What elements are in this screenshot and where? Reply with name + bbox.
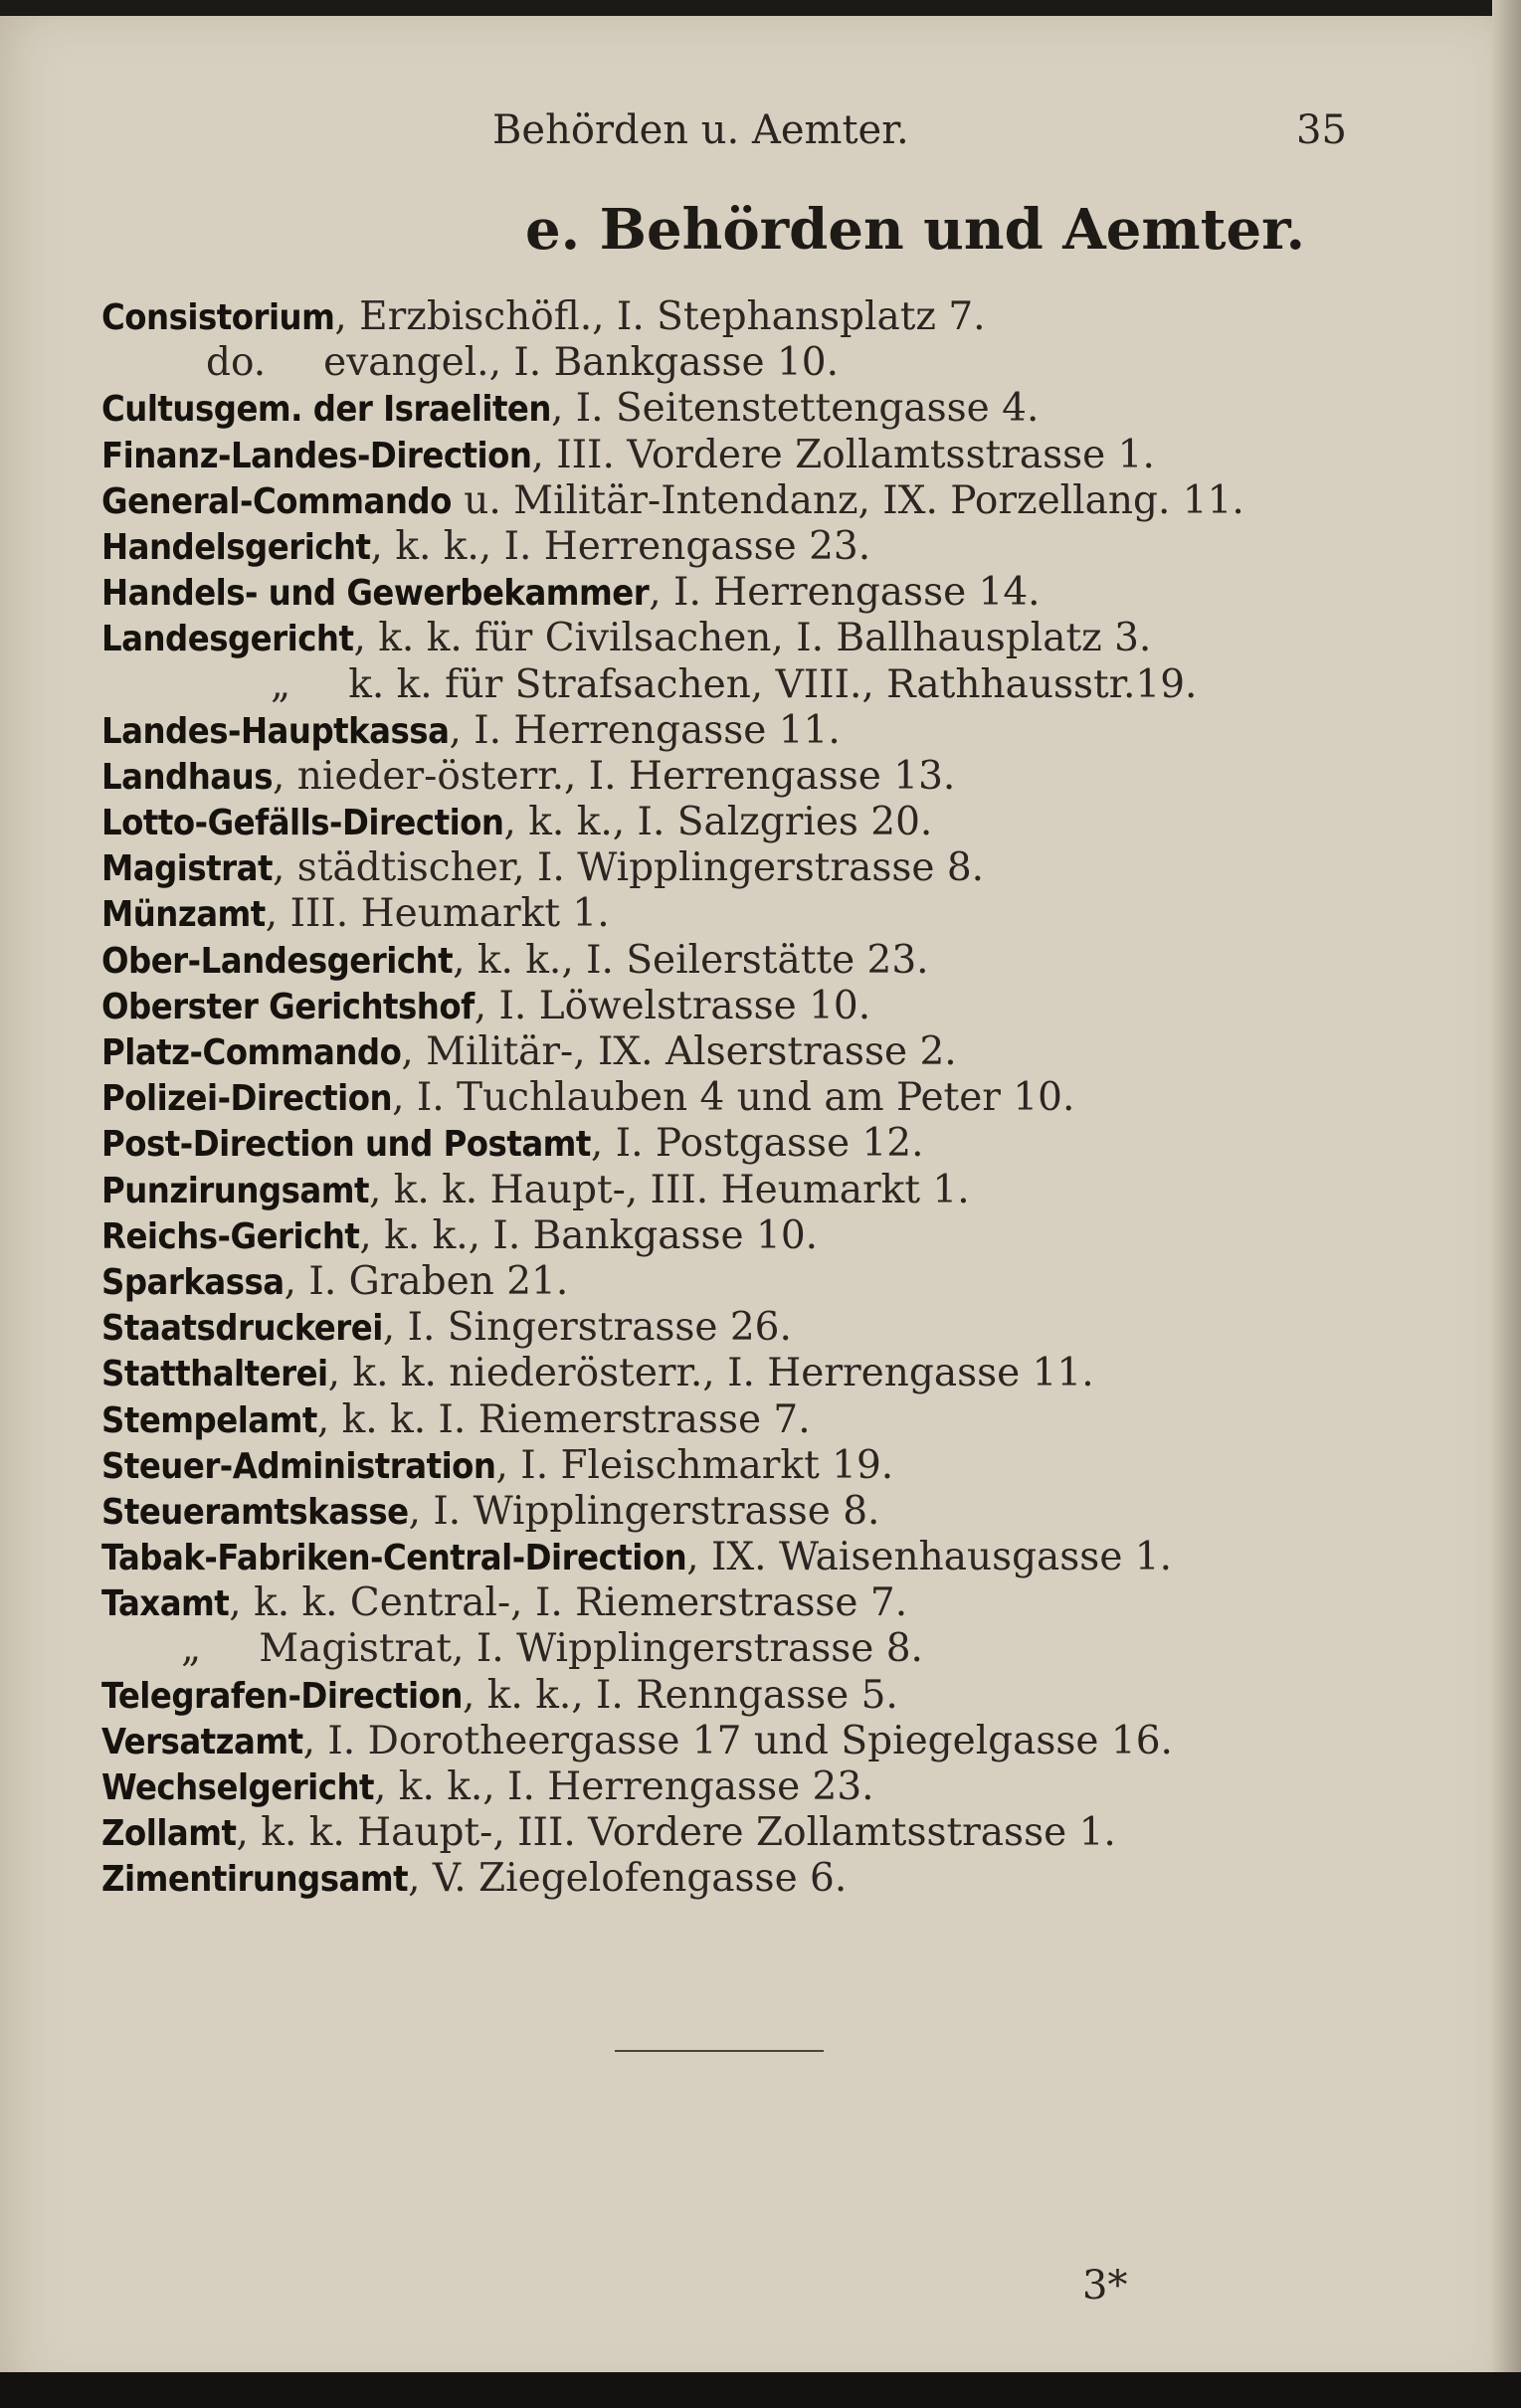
entry-term: Steueramtskasse bbox=[101, 1491, 409, 1533]
list-item bbox=[101, 1213, 1395, 1259]
entry-term: Versatzamt bbox=[101, 1721, 303, 1762]
list-item bbox=[101, 1626, 1395, 1672]
entry-term: Ober-Landesgericht bbox=[101, 940, 454, 982]
entry-term: Magistrat bbox=[101, 848, 273, 890]
entry-address: , I. Tuchlauben 4 und am Peter 10. bbox=[392, 1075, 1075, 1121]
entry-term: Stempelamt bbox=[101, 1399, 317, 1441]
list-item bbox=[101, 708, 1395, 754]
list-item bbox=[101, 1856, 1395, 1902]
list-item bbox=[101, 938, 1395, 984]
entry-term: Handels- und Gewerbekammer bbox=[101, 573, 650, 615]
entry-term: Landhaus bbox=[101, 756, 273, 798]
entry-address: , I. Wipplingerstrasse 8. bbox=[408, 1488, 880, 1534]
list-item bbox=[101, 294, 1395, 340]
entry-term: General-Commando bbox=[101, 480, 452, 522]
running-head: Behörden u. Aemter. bbox=[492, 107, 909, 153]
section-title bbox=[0, 197, 1452, 263]
list-item bbox=[101, 1029, 1395, 1075]
entry-term: Handelsgericht bbox=[101, 526, 371, 568]
entry-address: k. k. für Strafsachen, VIII., Rathhausstr.19. bbox=[348, 661, 1198, 707]
entry-term: Reichs-Gericht bbox=[101, 1215, 360, 1257]
page-right-edge bbox=[1492, 0, 1521, 2408]
entry-term: Post-Direction und Postamt bbox=[101, 1124, 591, 1166]
list-item bbox=[101, 1764, 1395, 1810]
list-item bbox=[101, 800, 1395, 845]
entry-term: Landes-Hauptkassa bbox=[101, 710, 450, 752]
entry-address: , I. Seitenstettengasse 4. bbox=[550, 386, 1040, 432]
entry-address: , k. k., I. Salzgries 20. bbox=[503, 800, 933, 845]
entry-term: Consistorium bbox=[101, 297, 335, 338]
entry-address: , III. Vordere Zollamtsstrasse 1. bbox=[531, 432, 1155, 477]
entry-term: Zollamt bbox=[101, 1813, 237, 1855]
list-item bbox=[101, 340, 1395, 386]
entry-term: Cultusgem. der Israeliten bbox=[101, 389, 551, 431]
entry-address: u. Militär-Intendanz, IX. Porzellang. 11. bbox=[451, 477, 1244, 523]
entry-address: , V. Ziegelofengasse 6. bbox=[408, 1856, 848, 1902]
entry-address: , k. k., I. Seilerstätte 23. bbox=[453, 937, 929, 983]
entry-address: , I. Postgasse 12. bbox=[590, 1121, 924, 1167]
page-number: 35 bbox=[1296, 107, 1347, 153]
list-item bbox=[101, 1121, 1395, 1167]
entry-term: Tabak-Fabriken-Central-Direction bbox=[101, 1538, 687, 1579]
entry-address: , I. Dorotheergasse 17 und Spiegelgasse 16. bbox=[302, 1718, 1173, 1763]
list-item bbox=[101, 1305, 1395, 1351]
section-title-text: e. Behörden und Aemter. bbox=[525, 197, 1305, 263]
entry-address: , k. k. I. Riemerstrasse 7. bbox=[316, 1396, 811, 1442]
list-item bbox=[101, 891, 1395, 937]
entry-address: , IX. Waisenhausgasse 1. bbox=[686, 1535, 1173, 1580]
entry-address: , k. k., I. Bankgasse 10. bbox=[359, 1212, 819, 1258]
entry-term: Finanz-Landes-Direction bbox=[101, 435, 532, 476]
entry-term: Steuer-Administration bbox=[101, 1445, 496, 1487]
entry-address: , k. k. für Civilsachen, I. Ballhausplatz 3. bbox=[353, 616, 1152, 661]
list-item bbox=[101, 1259, 1395, 1305]
list-item bbox=[101, 1397, 1395, 1443]
list-item bbox=[101, 570, 1395, 616]
entry-address: , I. Herrengasse 14. bbox=[649, 570, 1041, 616]
entry-term: Telegrafen-Direction bbox=[101, 1675, 463, 1717]
list-item bbox=[101, 1075, 1395, 1121]
entry-address: , III. Heumarkt 1. bbox=[265, 891, 610, 937]
list-item bbox=[101, 662, 1395, 708]
entry-address: , I. Herrengasse 11. bbox=[449, 707, 841, 753]
entry-term: Oberster Gerichtshof bbox=[101, 986, 475, 1027]
list-item bbox=[101, 984, 1395, 1029]
list-item bbox=[101, 845, 1395, 891]
list-item bbox=[101, 1673, 1395, 1719]
list-item bbox=[101, 1535, 1395, 1580]
entry-term: Staatsdruckerei bbox=[101, 1308, 383, 1350]
ditto-mark: „ bbox=[271, 661, 291, 707]
entry-address: , Militär-, IX. Alserstrasse 2. bbox=[401, 1029, 957, 1074]
list-item bbox=[101, 1351, 1395, 1396]
entry-address: , k. k. Central-, I. Riemerstrasse 7. bbox=[229, 1580, 908, 1626]
entry-address: , I. Singerstrasse 26. bbox=[382, 1305, 792, 1351]
list-item bbox=[101, 524, 1395, 570]
entry-address: , k. k., I. Herrengasse 23. bbox=[374, 1764, 874, 1809]
entry-term: Punzirungsamt bbox=[101, 1170, 369, 1211]
list-item bbox=[101, 1443, 1395, 1489]
entry-address: , k. k. Haupt-, III. Heumarkt 1. bbox=[368, 1167, 970, 1212]
page-bottom-edge bbox=[0, 2372, 1521, 2408]
entry-term: Statthalterei bbox=[101, 1354, 328, 1395]
list-item bbox=[101, 386, 1395, 432]
end-rule bbox=[615, 2050, 824, 2052]
entry-term: do. bbox=[206, 340, 267, 386]
list-item bbox=[101, 433, 1395, 478]
list-item bbox=[101, 1168, 1395, 1213]
page-top-edge bbox=[0, 0, 1521, 16]
signature-mark: 3* bbox=[1082, 2263, 1128, 2309]
entry-term: Polizei-Direction bbox=[101, 1078, 393, 1120]
entry-term: Landesgericht bbox=[101, 619, 354, 660]
entry-address: , k. k. Haupt-, III. Vordere Zollamtsstrasse 1. bbox=[236, 1810, 1116, 1856]
entry-term: Zimentirungsamt bbox=[101, 1859, 409, 1901]
entry-address: , nieder-österr., I. Herrengasse 13. bbox=[273, 753, 956, 799]
entry-term: Münzamt bbox=[101, 894, 266, 936]
entry-address: evangel., I. Bankgasse 10. bbox=[323, 340, 839, 386]
entry-term: Lotto-Gefälls-Direction bbox=[101, 803, 504, 844]
entry-address: , Erzbischöfl., I. Stephansplatz 7. bbox=[334, 294, 986, 339]
entry-term: Sparkassa bbox=[101, 1261, 285, 1303]
entry-address: , k. k., I. Herrengasse 23. bbox=[370, 523, 871, 569]
entry-term: Platz-Commando bbox=[101, 1032, 402, 1073]
authority-list bbox=[101, 294, 1395, 1903]
ditto-mark: „ bbox=[181, 1626, 202, 1672]
entry-term: Wechselgericht bbox=[101, 1767, 375, 1808]
list-item bbox=[101, 1489, 1395, 1535]
list-item bbox=[101, 616, 1395, 661]
entry-address: Magistrat, I. Wipplingerstrasse 8. bbox=[259, 1626, 923, 1672]
list-item bbox=[101, 1810, 1395, 1856]
entry-address: , städtischer, I. Wipplingerstrasse 8. bbox=[272, 845, 985, 891]
entry-address: , I. Fleischmarkt 19. bbox=[495, 1442, 894, 1488]
entry-address: , I. Graben 21. bbox=[284, 1258, 569, 1304]
entry-address: , I. Löwelstrasse 10. bbox=[474, 983, 871, 1028]
list-item bbox=[101, 754, 1395, 800]
list-item bbox=[101, 478, 1395, 524]
entry-term: Taxamt bbox=[101, 1583, 230, 1625]
list-item bbox=[101, 1719, 1395, 1764]
entry-address: , k. k., I. Renngasse 5. bbox=[462, 1672, 898, 1718]
entry-address: , k. k. niederösterr., I. Herrengasse 11. bbox=[327, 1351, 1094, 1396]
list-item bbox=[101, 1580, 1395, 1626]
